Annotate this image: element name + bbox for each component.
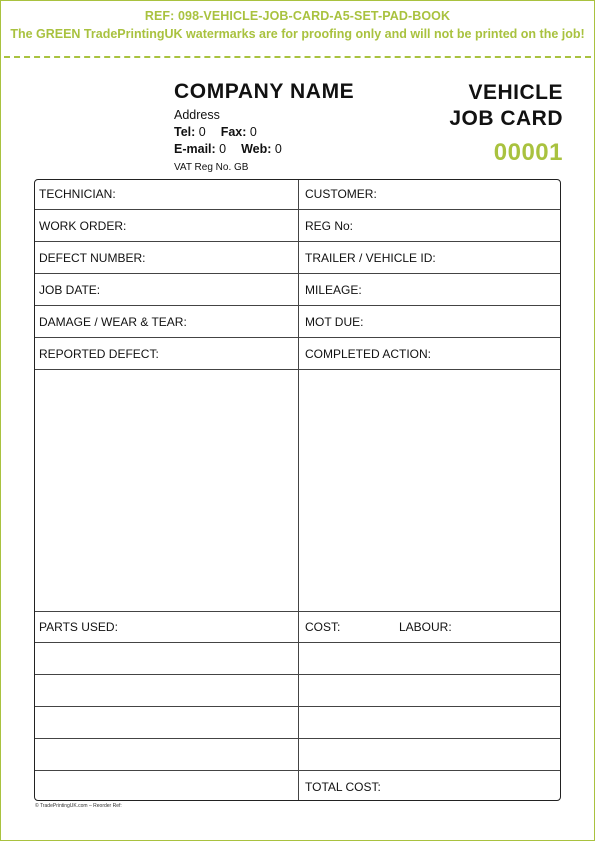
row-divider (35, 209, 560, 210)
row-divider (35, 369, 560, 370)
vat-number: VAT Reg No. GB (174, 162, 249, 173)
technician-field[interactable]: TECHNICIAN: (39, 187, 116, 201)
reg-no-field[interactable]: REG No: (305, 219, 354, 233)
row-divider (35, 770, 560, 771)
row-divider (35, 241, 560, 242)
tel-value: 0 (198, 125, 206, 139)
row-divider (35, 674, 560, 675)
damage-field[interactable]: DAMAGE / WEAR & TEAR: (39, 315, 187, 329)
fax-label: Fax: (220, 125, 247, 139)
completed-action-field[interactable]: COMPLETED ACTION: (305, 347, 432, 361)
watermark-note: The GREEN TradePrintingUK watermarks are for proofing only and will not be printed on the job! (10, 27, 585, 41)
tel-label: Tel: (174, 125, 196, 139)
trailer-vehicle-id-field[interactable]: TRAILER / VEHICLE ID: (305, 251, 436, 265)
defect-number-field[interactable]: DEFECT NUMBER: (39, 251, 146, 265)
reference-code: REF: 098-VEHICLE-JOB-CARD-A5-SET-PAD-BOOK (144, 9, 451, 23)
row-divider (35, 611, 560, 612)
reported-defect-field[interactable]: REPORTED DEFECT: (39, 347, 159, 361)
web-label: Web: (241, 142, 272, 156)
total-cost-field[interactable]: TOTAL COST: (305, 780, 381, 794)
row-divider (35, 642, 560, 643)
document-title (449, 80, 563, 132)
customer-field[interactable]: CUSTOMER: (305, 187, 377, 201)
row-divider (35, 706, 560, 707)
work-order-field[interactable]: WORK ORDER: (39, 219, 127, 233)
row-divider (35, 738, 560, 739)
mileage-field[interactable]: MILEAGE: (305, 283, 362, 297)
job-card-form (34, 179, 561, 801)
title-line-2: JOB CARD (449, 107, 563, 130)
proof-banner (0, 0, 595, 56)
email-web-line (174, 142, 282, 156)
dashed-divider (4, 56, 591, 58)
document-number: 00001 (493, 139, 563, 166)
cost-field[interactable]: COST: (305, 620, 341, 634)
phone-fax-line (174, 125, 257, 139)
fax-value: 0 (249, 125, 257, 139)
email-value: 0 (219, 142, 227, 156)
row-divider (35, 337, 560, 338)
job-date-field[interactable]: JOB DATE: (39, 283, 101, 297)
footer-reorder-ref: © TradePrintingUK.com – Reorder Ref: (35, 803, 122, 809)
mot-due-field[interactable]: MOT DUE: (305, 315, 364, 329)
row-divider (35, 273, 560, 274)
web-value: 0 (274, 142, 282, 156)
title-line-1: VEHICLE (468, 81, 563, 104)
labour-field[interactable]: LABOUR: (399, 620, 452, 634)
company-address: Address (174, 108, 220, 122)
email-label: E-mail: (174, 142, 216, 156)
row-divider (35, 305, 560, 306)
parts-used-field[interactable]: PARTS USED: (39, 620, 118, 634)
company-name: COMPANY NAME (174, 80, 355, 103)
